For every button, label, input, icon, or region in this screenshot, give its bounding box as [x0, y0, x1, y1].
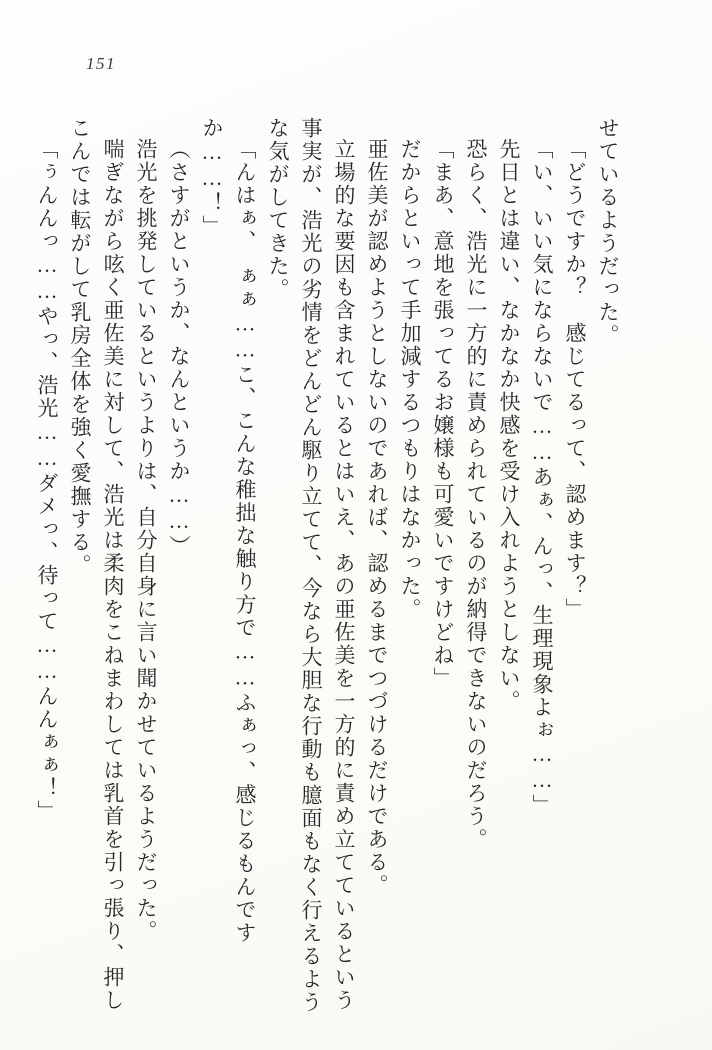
paragraph-4: 先日とは違い、なかなか快感を受け入れようとしない。	[497, 138, 521, 713]
paragraph-14: 「ぅんんっ……やっ、浩光……ダメっ、待って……んんぁぁ！」	[35, 138, 59, 823]
paragraph-8: 亜佐美が認めようとしないのであれば、認めるまでつづけるだけである。	[365, 138, 389, 897]
paragraph-7: だからといって手加減するつもりはなかった。	[398, 138, 422, 621]
paragraph-9: 立場的な要因も含まれているとはいえ、あの亜佐美を一方的に責め立てているという事実が、浩光の劣情をどんどん駆り立てて、今なら大胆な行動も臆面もなく行えるような気がしてきた。	[266, 117, 356, 1014]
paragraph-10: 「んはぁ、 ぁぁ……こ、こんな稚拙な触り方で……ふぁっ、感じるもんですか……！」	[200, 117, 257, 945]
text-block	[30, 117, 624, 1017]
paragraph-1: せているようだった。	[596, 117, 620, 347]
paragraph-6: 「まあ、意地を張ってるお嬢様も可愛いですけどね」	[431, 138, 455, 690]
paragraph-2: 「どうですか？ 感じてるって、認めます？」	[563, 138, 587, 621]
page-number: 151	[86, 54, 116, 73]
paragraph-12: 浩光を挑発しているというよりは、自分自身に言い聞かせているようだった。	[134, 138, 158, 943]
paragraph-11: （さすがというか、なんというか……）	[167, 138, 191, 558]
paragraph-5: 恐らく、浩光に一方的に責められているのが納得できないのだろう。	[464, 138, 488, 851]
paragraph-3: 「い、いい気にならないで……あぁ、んっ、生理現象よぉ……」	[530, 138, 554, 817]
paragraph-13: 喘ぎながら呟く亜佐美に対して、浩光は柔肉をこねまわしては乳首を引っ張り、押しこんでは転がして乳房全体を強く愛撫する。	[68, 117, 125, 1012]
